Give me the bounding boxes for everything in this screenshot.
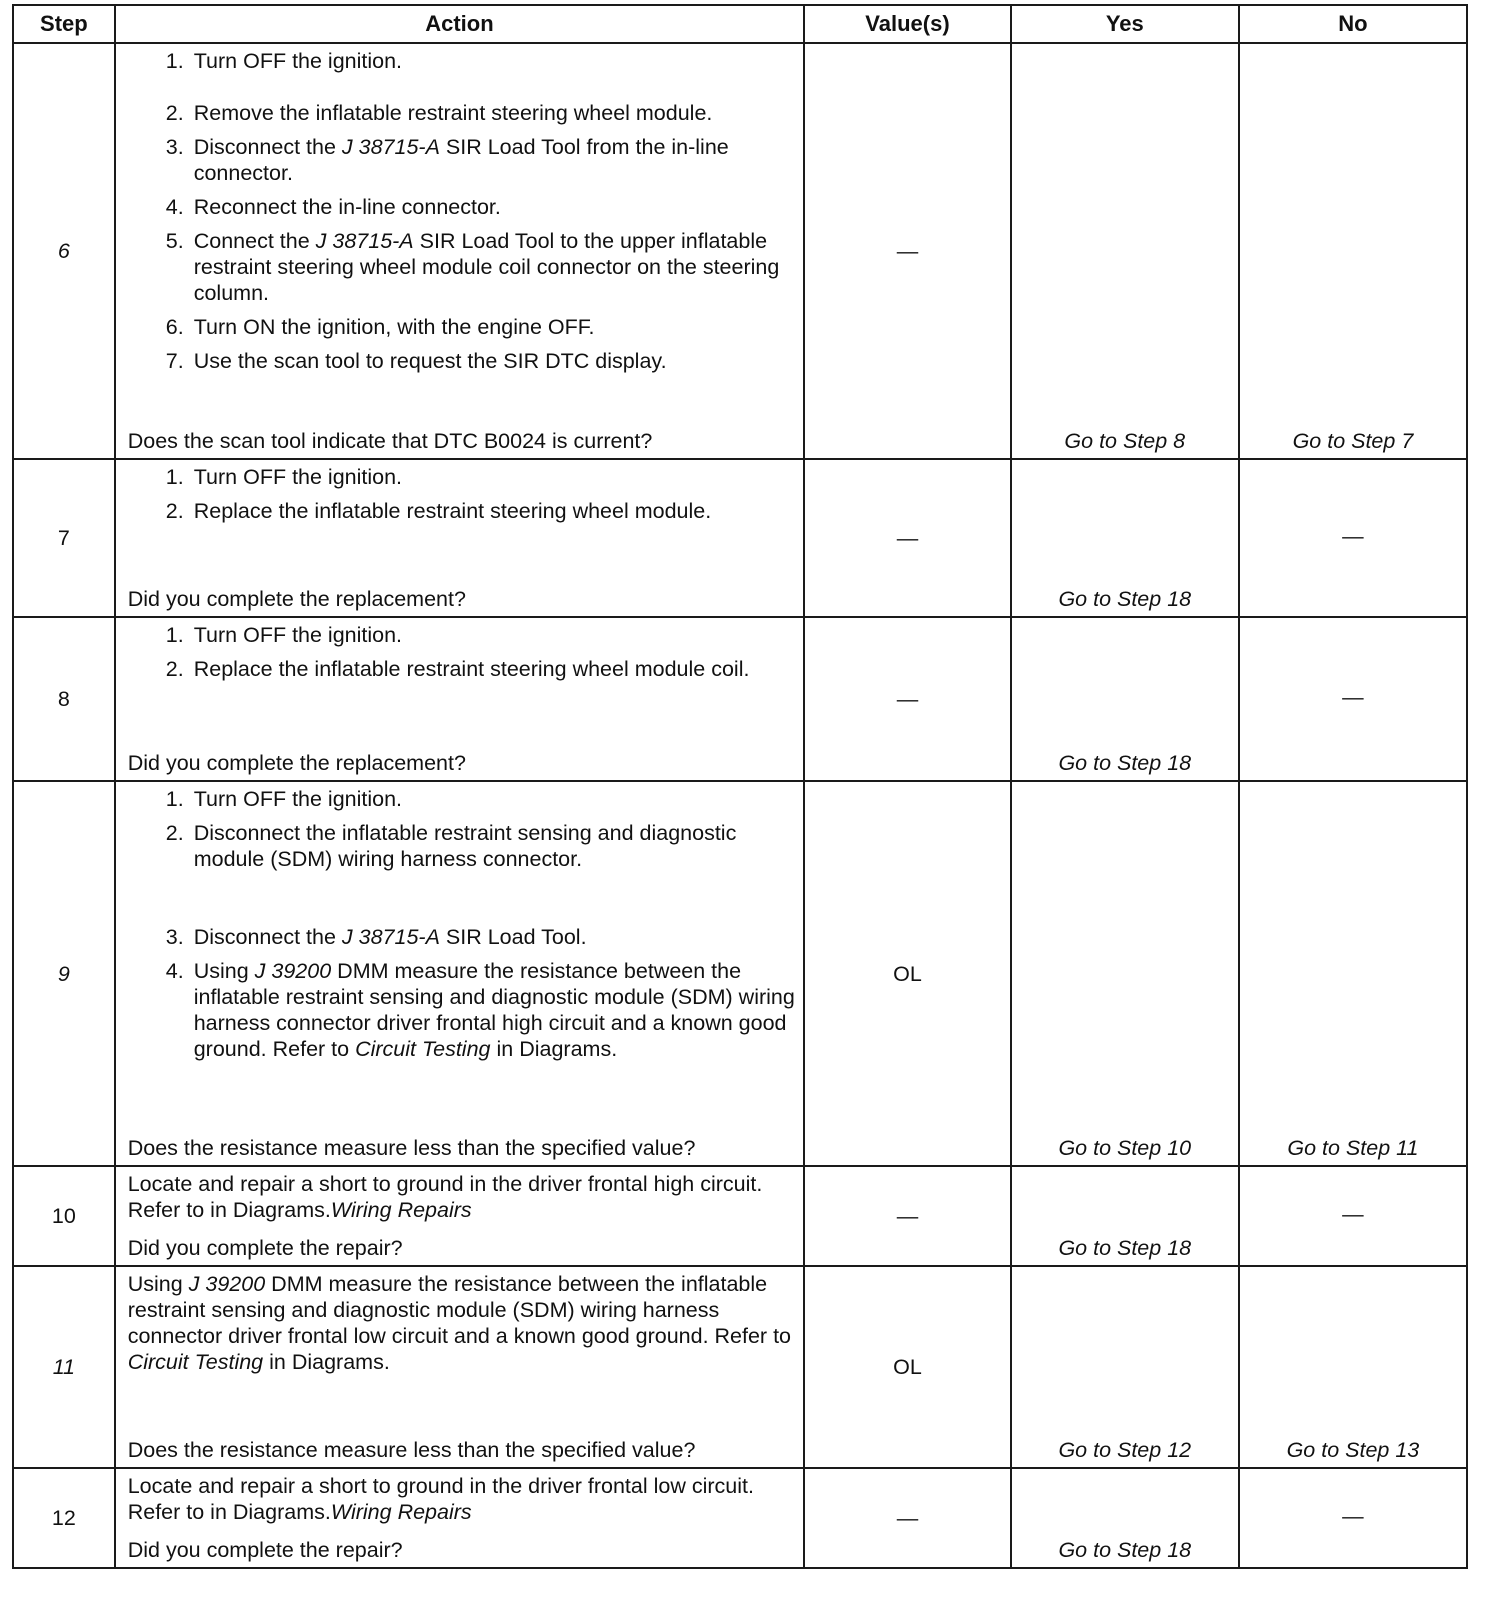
- list-number: 2.: [165, 657, 184, 681]
- text-run: SIR Load Tool.: [439, 925, 587, 949]
- text-run: Reconnect the in-line connector.: [193, 195, 501, 219]
- question-text: Did you complete the replacement?: [127, 587, 466, 611]
- step-list: [128, 464, 795, 524]
- list-item: [128, 134, 795, 186]
- text-run: DMM measure the resistance between the inflatable restraint sensing and diagnostic module (SDM) wiring harness connector driver frontal high circuit and a known good ground. Refer to: [193, 959, 795, 1061]
- yes-result: Go to Step 18: [1058, 751, 1192, 775]
- action-cell: [115, 781, 804, 1166]
- yes-cell[interactable]: [1011, 1468, 1239, 1568]
- step-cell: [13, 43, 115, 459]
- step-cell: [13, 1266, 115, 1468]
- list-text: [194, 228, 795, 306]
- tool-reference: J 39200: [254, 959, 332, 983]
- text-run: Turn OFF the ignition.: [193, 49, 403, 73]
- no-result: Go to Step 7: [1292, 429, 1414, 453]
- no-cell: [1239, 459, 1467, 617]
- list-text: [194, 958, 795, 1062]
- yes-result: Go to Step 8: [1064, 429, 1186, 453]
- yes-cell[interactable]: [1011, 781, 1239, 1166]
- action-cell: [115, 617, 804, 781]
- yes-result: Go to Step 18: [1058, 587, 1192, 611]
- tool-reference: J 38715-A: [341, 925, 440, 949]
- instruction-paragraph: [128, 1271, 795, 1375]
- action-instructions: [128, 464, 795, 532]
- instruction-paragraph: [128, 1171, 795, 1223]
- list-number: 1.: [165, 623, 184, 647]
- list-text: [194, 786, 795, 812]
- list-number: 2.: [165, 499, 184, 523]
- document-reference: Wiring Repairs: [330, 1198, 472, 1222]
- list-number: 6.: [165, 315, 184, 339]
- yes-cell[interactable]: [1011, 1266, 1239, 1468]
- action-content: [128, 48, 795, 454]
- list-text: [194, 194, 795, 220]
- action-content: [128, 786, 795, 1161]
- yes-result: Go to Step 18: [1058, 1538, 1192, 1562]
- text-run: in Diagrams.: [210, 1198, 331, 1222]
- step-number: 10: [51, 1204, 76, 1228]
- action-instructions: [128, 786, 795, 1070]
- yes-result: Go to Step 10: [1058, 1136, 1192, 1160]
- no-cell: [1239, 1468, 1467, 1568]
- list-item: [128, 48, 795, 74]
- table-row: [13, 617, 1467, 781]
- value-text: OL: [893, 1355, 922, 1379]
- list-item: [128, 498, 795, 524]
- tool-reference: J 38715-A: [315, 229, 414, 253]
- step-number: 7: [57, 526, 70, 550]
- yes-result: Go to Step 12: [1058, 1438, 1192, 1462]
- action-instructions: [128, 622, 795, 690]
- list-number: 2.: [165, 821, 184, 845]
- step-cell: [13, 781, 115, 1166]
- header-step: Step: [13, 5, 115, 43]
- list-text: [194, 464, 795, 490]
- list-text: [194, 100, 795, 126]
- text-run: Connect the: [193, 229, 316, 253]
- table-row: [13, 43, 1467, 459]
- value-cell: [804, 43, 1011, 459]
- diagnostic-table: [12, 4, 1468, 1569]
- header-yes: Yes: [1011, 5, 1239, 43]
- step-cell: [13, 1166, 115, 1266]
- text-run: in Diagrams.: [490, 1037, 618, 1061]
- yes-result: Go to Step 18: [1058, 1236, 1192, 1260]
- question-text: Did you complete the repair?: [127, 1236, 403, 1260]
- document-reference: Wiring Repairs: [330, 1500, 472, 1524]
- action-cell: [115, 43, 804, 459]
- step-cell: [13, 1468, 115, 1568]
- value-cell: [804, 1266, 1011, 1468]
- list-item: [128, 314, 795, 340]
- step-cell: [13, 459, 115, 617]
- text-run: Turn ON the ignition, with the engine OFF.: [193, 315, 595, 339]
- question-text: Does the resistance measure less than the specified value?: [127, 1136, 696, 1160]
- question-text: Did you complete the replacement?: [127, 751, 466, 775]
- list-item: [128, 786, 795, 812]
- question-text: Did you complete the repair?: [127, 1538, 403, 1562]
- table-row: [13, 1468, 1467, 1568]
- table-row: [13, 781, 1467, 1166]
- no-cell[interactable]: [1239, 781, 1467, 1166]
- text-run: Replace the inflatable restraint steering wheel module.: [193, 499, 712, 523]
- value-cell: [804, 1468, 1011, 1568]
- action-content: [128, 622, 795, 776]
- step-number: 6: [57, 239, 70, 263]
- action-content: [128, 1171, 795, 1261]
- list-text: [194, 134, 795, 186]
- text-run: Remove the inflatable restraint steering wheel module.: [193, 101, 713, 125]
- action-cell: [115, 1266, 804, 1468]
- text-run: Locate and repair a short to ground in the driver frontal high circuit. Refer to: [127, 1172, 763, 1222]
- text-run: Disconnect the: [193, 135, 342, 159]
- step-list: [128, 48, 795, 374]
- action-content: [128, 1473, 795, 1563]
- value-cell: [804, 617, 1011, 781]
- no-cell[interactable]: [1239, 43, 1467, 459]
- list-item: [128, 820, 795, 872]
- list-text: [194, 820, 795, 872]
- action-cell: [115, 459, 804, 617]
- value-text: —: [896, 526, 919, 550]
- list-item: [128, 100, 795, 126]
- list-text: [194, 498, 795, 524]
- text-run: Turn OFF the ignition.: [193, 787, 403, 811]
- action-instructions: [128, 1271, 795, 1381]
- action-cell: [115, 1166, 804, 1266]
- no-cell: [1239, 1166, 1467, 1266]
- table-row: [13, 1166, 1467, 1266]
- no-cell: [1239, 617, 1467, 781]
- header-values: Value(s): [804, 5, 1011, 43]
- list-number: 2.: [165, 101, 184, 125]
- value-text: —: [896, 687, 919, 711]
- step-number: 11: [52, 1355, 76, 1379]
- text-run: Use the scan tool to request the SIR DTC display.: [193, 349, 667, 373]
- list-number: 1.: [165, 787, 184, 811]
- list-text: [194, 924, 795, 950]
- text-run: Locate and repair a short to ground in the driver frontal low circuit. Refer to: [127, 1474, 754, 1524]
- list-item: [128, 656, 795, 682]
- action-content: [128, 1271, 795, 1463]
- no-cell[interactable]: [1239, 1266, 1467, 1468]
- text-run: Turn OFF the ignition.: [193, 623, 403, 647]
- action-instructions: [128, 1171, 795, 1229]
- list-number: 3.: [165, 925, 184, 949]
- list-item: [128, 228, 795, 306]
- tool-reference: J 38715-A: [341, 135, 440, 159]
- text-run: Turn OFF the ignition.: [193, 465, 403, 489]
- list-text: [194, 622, 795, 648]
- step-cell: [13, 617, 115, 781]
- action-content: [128, 464, 795, 612]
- text-run: Replace the inflatable restraint steering wheel module coil.: [193, 657, 750, 681]
- list-number: 1.: [165, 49, 184, 73]
- step-number: 8: [57, 687, 70, 711]
- tool-reference: J 39200: [188, 1272, 266, 1296]
- document-reference: Circuit Testing: [127, 1350, 264, 1374]
- no-result: —: [1342, 1504, 1364, 1528]
- no-result: —: [1342, 524, 1364, 548]
- step-list: [128, 622, 795, 682]
- value-cell: [804, 781, 1011, 1166]
- text-run: SIR Load Tool to the upper inflatable restraint steering wheel module coil connector on the steering column.: [193, 229, 780, 305]
- no-result: —: [1342, 685, 1364, 709]
- list-text: [194, 48, 795, 74]
- action-cell: [115, 1468, 804, 1568]
- value-text: —: [896, 239, 919, 263]
- question-text: Does the resistance measure less than the specified value?: [127, 1438, 696, 1462]
- text-run: Disconnect the: [193, 925, 342, 949]
- value-text: —: [896, 1204, 919, 1228]
- list-item: [128, 348, 795, 374]
- action-instructions: [128, 48, 795, 382]
- step-number: 9: [57, 961, 70, 986]
- header-row: [13, 5, 1467, 43]
- yes-cell[interactable]: [1011, 617, 1239, 781]
- list-number: 7.: [165, 349, 184, 373]
- list-text: [194, 656, 795, 682]
- text-run: in Diagrams.: [263, 1350, 390, 1374]
- table-row: [13, 459, 1467, 617]
- yes-cell[interactable]: [1011, 43, 1239, 459]
- no-result: Go to Step 11: [1287, 1136, 1419, 1160]
- no-result: —: [1342, 1202, 1364, 1226]
- value-text: —: [896, 1506, 919, 1530]
- document-reference: Circuit Testing: [355, 1037, 491, 1061]
- value-cell: [804, 459, 1011, 617]
- text-run: Using: [127, 1272, 189, 1296]
- list-number: 4.: [165, 195, 184, 219]
- yes-cell[interactable]: [1011, 1166, 1239, 1266]
- question-text: Does the scan tool indicate that DTC B0024 is current?: [127, 429, 653, 453]
- text-run: SIR Load Tool from the in-line connector.: [193, 135, 729, 185]
- header-action: Action: [115, 5, 804, 43]
- step-number: 12: [51, 1506, 76, 1530]
- value-text: OL: [893, 961, 922, 986]
- list-item: [128, 924, 795, 950]
- header-no: No: [1239, 5, 1467, 43]
- text-run: Disconnect the inflatable restraint sensing and diagnostic module (SDM) wiring harness connector.: [193, 821, 737, 871]
- text-run: DMM measure the resistance between the inflatable restraint sensing and diagnostic module (SDM) wiring harness connector driver frontal low circuit and a known good ground. Refer to: [127, 1272, 791, 1348]
- list-item: [128, 464, 795, 490]
- step-list: [128, 786, 795, 1062]
- list-item: [128, 194, 795, 220]
- instruction-paragraph: [128, 1473, 795, 1525]
- text-run: in Diagrams.: [210, 1500, 331, 1524]
- table-row: [13, 1266, 1467, 1468]
- list-item: [128, 622, 795, 648]
- list-text: [194, 314, 795, 340]
- action-instructions: [128, 1473, 795, 1531]
- list-number: 5.: [165, 229, 184, 253]
- list-text: [194, 348, 795, 374]
- yes-cell[interactable]: [1011, 459, 1239, 617]
- list-item: [128, 958, 795, 1062]
- list-number: 1.: [165, 465, 184, 489]
- no-result: Go to Step 13: [1286, 1438, 1420, 1462]
- text-run: Using: [193, 959, 255, 983]
- value-cell: [804, 1166, 1011, 1266]
- list-number: 4.: [165, 959, 184, 983]
- list-number: 3.: [165, 135, 184, 159]
